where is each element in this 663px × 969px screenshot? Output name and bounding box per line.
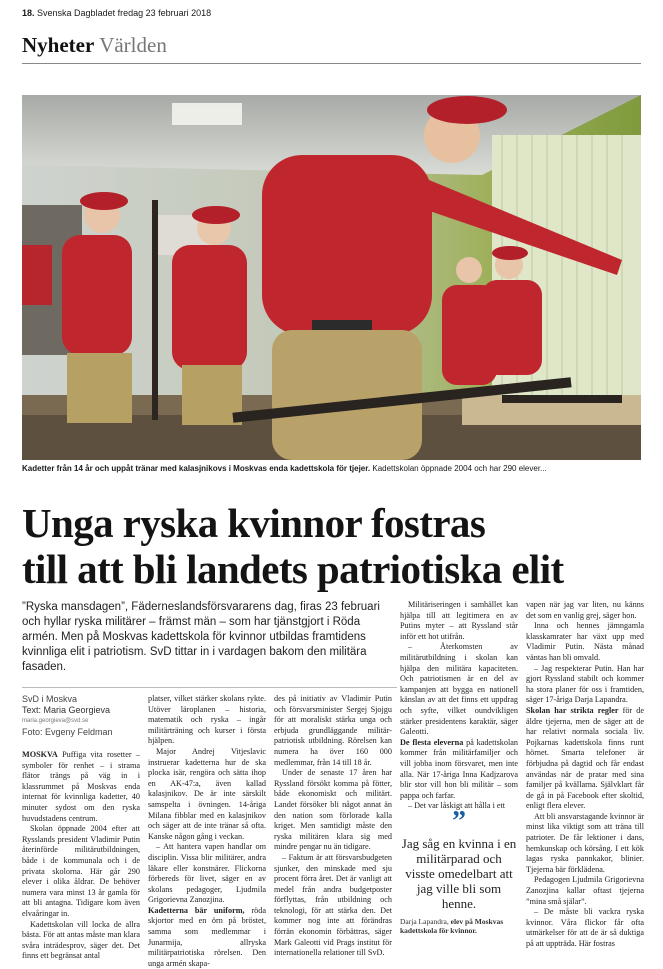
cadet-training-photo	[22, 95, 641, 460]
byline-photographer: Foto: Evgeny Feldman	[22, 727, 113, 737]
subheading: De flesta eleverna	[400, 737, 464, 747]
byline-email[interactable]: maria.georgieva@svd.se	[22, 718, 89, 724]
paragraph: Att bli ansvarstagande kvinnor är minst lika viktigt som att träna till patrioter. De får lektioner i dans, hemkunskap och körsång. I ett kök lagas ryska pannkakor, blinier. Tjejerna bär förklädena.	[526, 811, 644, 874]
subheading: Skolan har strikta regler	[526, 705, 619, 715]
headline-line-1: Unga ryska kvinnor fostras	[22, 500, 486, 546]
byline-place: SvD i Moskva	[22, 694, 78, 704]
pull-quote-text: Jag såg en kvinna i en militärparad och visste omedelbart att jag ville bli som henne.	[401, 836, 517, 911]
paragraph: – Det var låskigt att hålla i ett	[408, 801, 506, 811]
headline-line-2: till att bli landets patriotiska elit	[22, 546, 564, 592]
section-main: Nyheter	[22, 33, 95, 57]
caption-bold: Kadetter från 14 år och uppåt tränar med kalasjnikovs i Moskvas enda kadettskola för tjejer.	[22, 464, 371, 473]
paragraph: Skolan öppnade 2004 efter att Rysslands president Vladimir Putin återinförde militärutbildningen, både i de kommunala och i de privata skolorna. Här går 290 elever i olika åldrar. De behöver numera vara minst 13 år gamla för att bli antagna. Tidigare kom även elvaåringar in.	[22, 824, 140, 918]
ingress-rule	[22, 687, 397, 688]
newspaper-dateline: Svenska Dagbladet fredag 23 februari 2018	[37, 8, 212, 18]
page-number: 18.	[22, 8, 35, 18]
quote-mark-icon: ”	[452, 806, 466, 837]
caption-rest: Kadettskolan öppnade 2004 och har 290 elever...	[370, 464, 547, 473]
pull-quote-attribution	[400, 917, 518, 935]
body-column-1	[22, 750, 140, 962]
byline	[22, 694, 140, 738]
body-column-5	[526, 600, 644, 950]
paragraph: Under de senaste 17 åren har Ryssland försökt komma på fötter, både ekonomiskt och militärt. Landet försöker bli något annat än den nation som förlorade kalla kriget. Men samtidigt måste den ryska militären klara sig med mindre pengar nu än tidigare.	[274, 768, 392, 852]
page-header	[22, 8, 211, 18]
paragraph: på kadettskolan kommer från militärfamiljer och vill jobba inom försvaret, men inte alla. När 17-åriga Inna Kadjzarova blir stor vill hon bli militär – som pappa och farfar.	[400, 737, 518, 800]
byline-author: Text: Maria Georgieva	[22, 705, 111, 715]
section-heading	[22, 33, 167, 58]
article-photo[interactable]	[22, 95, 641, 460]
article-headline	[22, 500, 647, 592]
paragraph: Kadettskolan vill locka de allra bästa. För att antas måste man klara svåra inträdesprov, säger det. Det finns ett begränsat antal	[22, 919, 140, 961]
body-column-2	[148, 694, 266, 969]
paragraph: Militäriseringen i samhället kan hjälpa till att legitimera en av Putins myter – att Ryssland står inför ett hot utifrån.	[400, 600, 518, 641]
paragraph: – Faktum är att försvarsbudgeten sjunker, den minskade med sju procent förra året. Det är vanligt att medel från andra budgetposter förflyttas, från utbildning och teknologi, för att stärka den. Det kommer nog inte att förändras förrän ekonomin förbättras, säger Mark Galeotti vid Prags institut för internationella relationer till SvD.	[274, 852, 392, 958]
paragraph: för de äldre tjejerna, men de säger att de har relativt normala sociala liv. Pojkarnas kadettskola finns runt hörnet. Smarta telefoner är förbjudna på dagtid och får endast användas när de pratar med sina familjer på kvällarna. Självklart får de gå in på Facebook efter skoltid, enligt flera elever.	[526, 705, 644, 811]
paragraph: – Återkomsten av militärutbildning i skolan kan hjälpa den militära kapaciteten. Och patriotismen är en del av kampanjen att bygga en nationell känslan av att det finns ett uppdrag och syfte, vilket oundvikligen stärker presidentens karaktär, säger Galeotti.	[400, 642, 518, 737]
body-column-4	[400, 600, 518, 812]
paragraph: vapen när jag var liten, nu känns det som en vanlig grej, säger hon.	[526, 600, 644, 620]
paragraph: – Jag respekterar Putin. Han har gjort Ryssland stabilt och kommer ha stora planer för oss i framtiden, säger 17-åriga Darja Lapandra.	[526, 663, 644, 705]
body-column-3	[274, 694, 392, 959]
paragraph: Inna och hennes jämngamla klasskamrater har växt upp med Vladimir Putin. Nästa månad väntas han bli omvald.	[526, 621, 644, 662]
article-ingress: ”Ryska mansdagen”, Fäderneslandsförsvararens dag, firas 23 februari och hyllar ryska militärer – främst män – som har tjänstgjort i Röda armén. Men på Moskvas kadettskola för kvinnor utbildas framtidens kvinnliga elit i patriotism. SvD tittar in i vardagen bakom den militära fasaden.	[22, 601, 380, 673]
paragraph: Pedagogen Ljudmila Grigorievna Zanozjina kallar oftast tjejerna ”mina små själar”.	[526, 875, 644, 906]
paragraph: Puffiga vita rosetter – symboler för renhet – i strama flätor trängs på väg in i klassrummet på Moskvas enda internat för kvinnliga kadetter, 40 minuter sydost om den ryska huvudstadens centrum.	[22, 750, 140, 823]
dateline: MOSKVA	[22, 750, 58, 759]
subheading: Kadetterna bär uniform,	[148, 905, 245, 915]
paragraph: des på initiativ av Vladimir Putin och försvarsminister Sergej Sjojgu för att moraliskt stärka unga och erbjuda grundläggande militär-patriotisk utbildning. Rörelsen kan numera ha över 160 000 medlemmar, från 14 till 18 år.	[274, 694, 392, 767]
paragraph: platser, vilket stärker skolans rykte. Utöver läroplanen – historia, matematik och ryska – ingår militärträning och kurser i första hjälpen.	[148, 694, 266, 746]
paragraph: – Att hantera vapen handlar om disciplin. Vissa blir militärer, andra läkare eller konstnärer. Flickorna förbereds för livet, säger en av skolans pedagoger, Ljudmila Grigorievna Zanozjina.	[148, 842, 266, 905]
paragraph: – De måste bli vackra ryska kvinnor. Våra flickor får ofta utmärkelser för att de är så duktiga på att uppträda. Här fostras	[526, 907, 644, 948]
paragraph: Major Andrej Vitjeslavic instruerar kadetterna hur de ska plocka isär, rengöra och sätta ihop en AK-47:a, även kallad kalasjnikov. De är inte särskilt samspelta i övningen. 14-åriga Milana fibblar med en kalasjnikov och säger att de inte tränar så ofta. Kanske någon gång i veckan.	[148, 746, 266, 841]
quote-author-role: elev på Moskvas kadettskola för kvinnor.	[400, 917, 504, 935]
section-sub: Världen	[99, 33, 167, 57]
quote-author: Darja Lapandra,	[400, 917, 449, 926]
section-rule	[22, 63, 641, 64]
paragraph: röda skjortor med en örn på bröstet, samma som medlemmar i Junarmija, allryska militärpatriotiska rörelsen. Den unga armén skapa-	[148, 905, 266, 968]
photo-caption	[22, 464, 641, 473]
